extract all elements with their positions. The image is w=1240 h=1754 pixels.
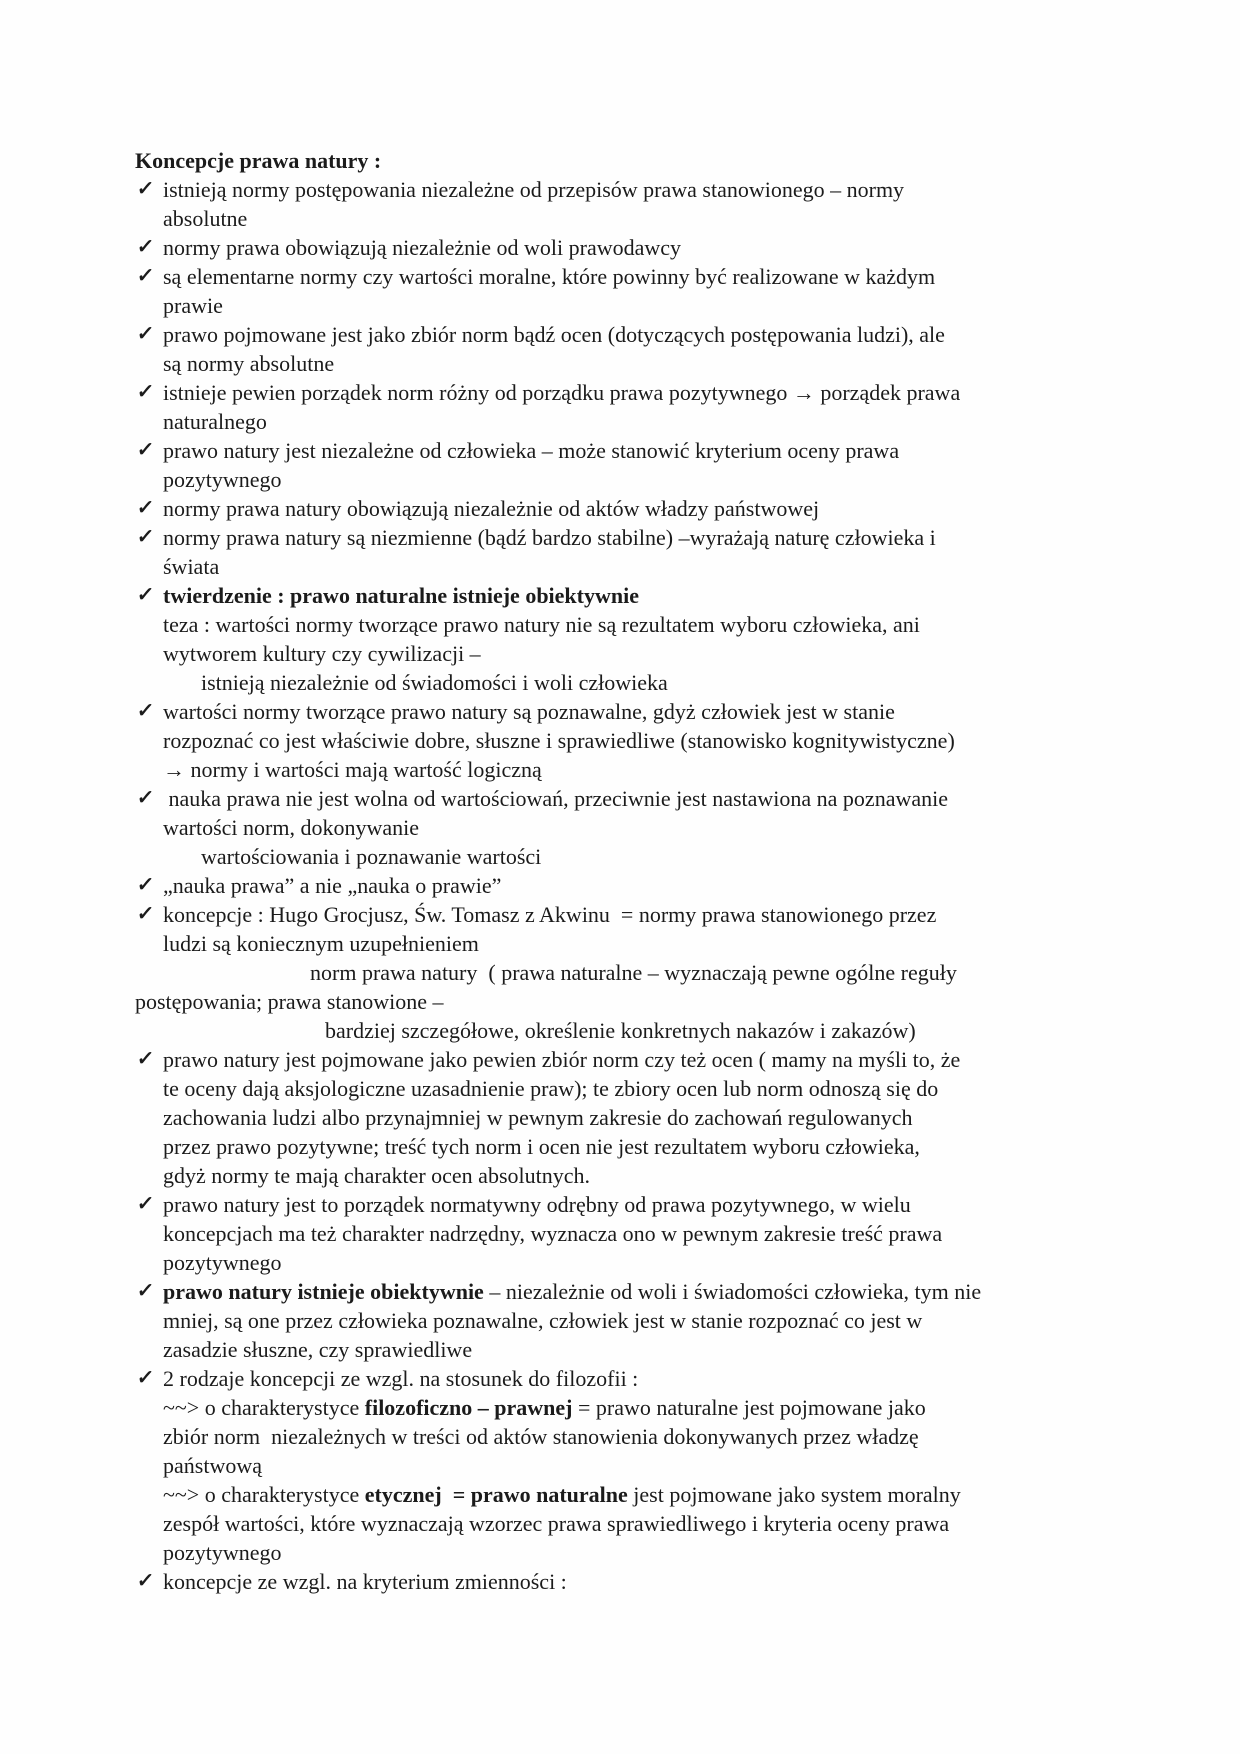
body-text: przez prawo pozytywne; treść tych norm i ocen nie jest rezultatem wyboru człowieka, (163, 1134, 920, 1159)
body-text: → normy i wartości mają wartość logiczną (163, 757, 542, 782)
bullet-line (135, 436, 1215, 465)
body-text: istnieją normy postępowania niezależne od przepisów prawa stanowionego – normy (163, 177, 905, 202)
checkmark-icon: ✓ (135, 903, 155, 925)
text-line (135, 1306, 1215, 1335)
body-text: koncepcje ze wzgl. na kryterium zmienności : (163, 1569, 567, 1594)
body-text: normy prawa natury są niezmienne (bądź bardzo stabilne) –wyrażają naturę człowieka i (163, 525, 936, 550)
text-line (135, 929, 1215, 958)
body-text: gdyż normy te mają charakter ocen absolutnych. (163, 1163, 591, 1188)
body-text: koncepcje : Hugo Grocjusz, Św. Tomasz z Akwinu = normy prawa stanowionego przez (163, 902, 937, 927)
body-text: są normy absolutne (163, 351, 335, 376)
bullet-line (135, 1567, 1215, 1596)
emphasized-text: prawo natury istnieje obiektywnie (163, 1279, 484, 1304)
page-title (135, 146, 1215, 175)
text-line (135, 1161, 1215, 1190)
body-text: wytworem kultury czy cywilizacji – (163, 641, 481, 666)
checkmark-icon: ✓ (135, 1570, 155, 1592)
text-line (135, 668, 1215, 697)
checkmark-icon: ✓ (135, 497, 155, 519)
body-text: koncepcjach ma też charakter nadrzędny, wyznacza ono w pewnym zakresie treść prawa (163, 1221, 943, 1246)
bullet-line (135, 871, 1215, 900)
text-line (135, 552, 1215, 581)
body-text: normy prawa obowiązują niezależnie od woli prawodawcy (163, 235, 682, 260)
text-line (135, 1219, 1215, 1248)
body-text: teza : wartości normy tworzące prawo natury nie są rezultatem wyboru człowieka, ani (163, 612, 920, 637)
bullet-line (135, 233, 1215, 262)
text-line (135, 1103, 1215, 1132)
bullet-line (135, 1190, 1215, 1219)
checkmark-icon: ✓ (135, 439, 155, 461)
body-text: ludzi są koniecznym uzupełnieniem (163, 931, 479, 956)
body-text: naturalnego (163, 409, 267, 434)
body-text: prawo natury jest pojmowane jako pewien zbiór norm czy też ocen ( mamy na myśli to, że (163, 1047, 961, 1072)
body-text: są elementarne normy czy wartości moralne, które powinny być realizowane w każdym (163, 264, 936, 289)
bullet-line (135, 1045, 1215, 1074)
bullet-line (135, 175, 1215, 204)
checkmark-icon: ✓ (135, 1280, 155, 1302)
body-text: norm prawa natury ( prawa naturalne – wyznaczają pewne ogólne reguły (310, 960, 957, 985)
body-text: jest pojmowane jako system moralny (627, 1482, 961, 1507)
body-text: wartości norm, dokonywanie (163, 815, 419, 840)
body-text: = prawo naturalne jest pojmowane jako (572, 1395, 926, 1420)
body-text: prawie (163, 293, 223, 318)
checkmark-icon: ✓ (135, 1367, 155, 1389)
text-line (135, 813, 1215, 842)
body-text: pozytywnego (163, 1540, 282, 1565)
body-text: – niezależnie od woli i świadomości człowieka, tym nie (483, 1279, 982, 1304)
text-line (135, 1480, 1215, 1509)
body-text: bardziej szczegółowe, określenie konkretnych nakazów i zakazów) (325, 1018, 916, 1043)
checkmark-icon: ✓ (135, 323, 155, 345)
checkmark-icon: ✓ (135, 381, 155, 403)
body-text: zbiór norm niezależnych w treści od aktów stanowienia dokonywanych przez władzę (163, 1424, 919, 1449)
body-text: państwową (163, 1453, 262, 1478)
body-text: zasadzie słuszne, czy sprawiedliwe (163, 1337, 473, 1362)
body-text: zespół wartości, które wyznaczają wzorzec prawa sprawiedliwego i kryteria oceny prawa (163, 1511, 950, 1536)
body-text: prawo natury jest niezależne od człowieka – może stanowić kryterium oceny prawa (163, 438, 900, 463)
checkmark-icon: ✓ (135, 236, 155, 258)
text-line (135, 842, 1215, 871)
body-text: pozytywnego (163, 1250, 282, 1275)
text-line (135, 639, 1215, 668)
bullet-line (135, 900, 1215, 929)
emphasized-text: etycznej = prawo naturalne (364, 1482, 628, 1507)
body-text: rozpoznać co jest właściwie dobre, słuszne i sprawiedliwe (stanowisko kognitywistyczne) (163, 728, 955, 753)
checkmark-icon: ✓ (135, 526, 155, 548)
text-line (135, 349, 1215, 378)
body-text: świata (163, 554, 220, 579)
body-text: prawo natury jest to porządek normatywny odrębny od prawa pozytywnego, w wielu (163, 1192, 911, 1217)
bullet-line (135, 784, 1215, 813)
text-line (135, 726, 1215, 755)
body-text: pozytywnego (163, 467, 282, 492)
text-line (135, 407, 1215, 436)
text-line (135, 755, 1215, 784)
text-line (135, 987, 1215, 1016)
text-line (135, 1538, 1215, 1567)
body-text: nauka prawa nie jest wolna od wartościowań, przeciwnie jest nastawiona na poznawanie (163, 786, 948, 811)
bullet-line (135, 262, 1215, 291)
text-line (135, 1509, 1215, 1538)
bullet-line (135, 1364, 1215, 1393)
bullet-line (135, 523, 1215, 552)
text-line (135, 1016, 1215, 1045)
body-text: ~~> o charakterystyce (163, 1395, 365, 1420)
emphasized-text: twierdzenie : prawo naturalne istnieje obiektywnie (163, 583, 639, 608)
emphasized-text: Koncepcje prawa natury : (135, 148, 382, 173)
body-text: wartościowania i poznawanie wartości (201, 844, 542, 869)
text-line (135, 1451, 1215, 1480)
body-text: prawo pojmowane jest jako zbiór norm bądź ocen (dotyczących postępowania ludzi), ale (163, 322, 945, 347)
text-line (135, 465, 1215, 494)
checkmark-icon: ✓ (135, 584, 155, 606)
bullet-line (135, 494, 1215, 523)
body-text: mniej, są one przez człowieka poznawalne, człowiek jest w stanie rozpoznać co jest w (163, 1308, 923, 1333)
bullet-line (135, 378, 1215, 407)
text-line (135, 610, 1215, 639)
body-text: absolutne (163, 206, 248, 231)
text-line (135, 958, 1215, 987)
body-text: postępowania; prawa stanowione – (135, 989, 444, 1014)
checkmark-icon: ✓ (135, 178, 155, 200)
text-line (135, 1393, 1215, 1422)
body-text: normy prawa natury obowiązują niezależnie od aktów władzy państwowej (163, 496, 820, 521)
text-line (135, 1335, 1215, 1364)
checkmark-icon: ✓ (135, 1048, 155, 1070)
document-content (135, 146, 1215, 1596)
body-text: 2 rodzaje koncepcji ze wzgl. na stosunek do filozofii : (163, 1366, 639, 1391)
body-text: istnieje pewien porządek norm różny od porządku prawa pozytywnego → porządek prawa (163, 380, 961, 405)
checkmark-icon: ✓ (135, 265, 155, 287)
body-text: ~~> o charakterystyce (163, 1482, 365, 1507)
body-text: zachowania ludzi albo przynajmniej w pewnym zakresie do zachowań regulowanych (163, 1105, 913, 1130)
body-text: te oceny dają aksjologiczne uzasadnienie praw); te zbiory ocen lub norm odnoszą się do (163, 1076, 939, 1101)
checkmark-icon: ✓ (135, 700, 155, 722)
text-line (135, 1248, 1215, 1277)
text-line (135, 291, 1215, 320)
checkmark-icon: ✓ (135, 787, 155, 809)
body-text: istnieją niezależnie od świadomości i woli człowieka (201, 670, 668, 695)
body-text: „nauka prawa” a nie „nauka o prawie” (163, 873, 502, 898)
bullet-line (135, 1277, 1215, 1306)
checkmark-icon: ✓ (135, 874, 155, 896)
bullet-line (135, 320, 1215, 349)
text-line (135, 1422, 1215, 1451)
emphasized-text: filozoficzno – prawnej (364, 1395, 573, 1420)
bullet-line (135, 697, 1215, 726)
body-text: wartości normy tworzące prawo natury są poznawalne, gdyż człowiek jest w stanie (163, 699, 895, 724)
bullet-line (135, 581, 1215, 610)
text-line (135, 204, 1215, 233)
checkmark-icon: ✓ (135, 1193, 155, 1215)
text-line (135, 1132, 1215, 1161)
text-line (135, 1074, 1215, 1103)
